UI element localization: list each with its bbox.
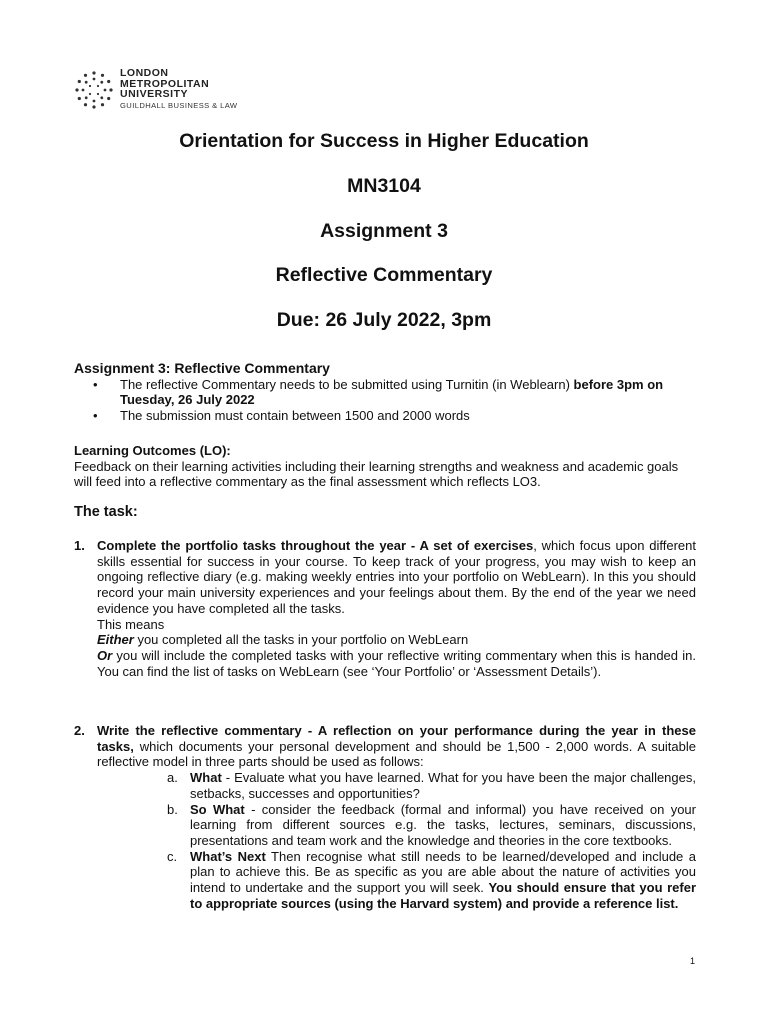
learning-outcomes-body: Feedback on their learning activities including their learning strengths and weakness and academic goals will feed into a reflective commentary as the final assessment which reflects LO3. xyxy=(74,458,679,490)
bullet-item xyxy=(74,408,696,424)
page-number: 1 xyxy=(690,956,696,966)
sub-item-b xyxy=(74,802,696,849)
bullet-item xyxy=(74,377,696,408)
logo-line-1: LONDON xyxy=(120,67,169,79)
bullet-text: The submission must contain between 1500 and 2000 words xyxy=(120,408,470,424)
item-number: 2. xyxy=(74,723,85,738)
task-title: The task: xyxy=(74,504,138,520)
logo-line-4: GUILDHALL BUSINESS & LAW xyxy=(120,100,238,110)
assignment-section-title: Assignment 3: Reflective Commentary xyxy=(74,360,330,376)
bullet-deadline: before 3pm on Tuesday, 26 July 2022 xyxy=(120,376,664,408)
sub-item-text: - Evaluate what you have learned. What for you have been the major challenges, setbacks, successes and opportunities? xyxy=(190,770,696,801)
logo-line-2: METROPOLITAN xyxy=(120,77,210,90)
sub-item-c xyxy=(74,849,696,912)
document-title: Orientation for Success in Higher Education xyxy=(179,130,589,152)
task-item-2 xyxy=(74,723,696,911)
logo-line-3: UNIVERSITY xyxy=(120,88,189,100)
sub-item-label: a. xyxy=(167,770,178,786)
either-text: you completed all the tasks in your portfolio on WebLearn xyxy=(133,632,469,648)
task-item-1 xyxy=(74,538,696,679)
numbered-item xyxy=(74,723,696,770)
item-this-means: This means xyxy=(97,616,165,632)
bullet-marker: • xyxy=(93,376,98,392)
item-either-line xyxy=(97,632,696,648)
sub-item-label: b. xyxy=(167,801,178,817)
learning-outcomes-title: Learning Outcomes (LO): xyxy=(74,443,231,458)
item-heading: Complete the portfolio tasks throughout the year - A set of exercises xyxy=(97,538,534,553)
assignment-subject: Reflective Commentary xyxy=(275,264,493,286)
or-label: Or xyxy=(97,647,113,663)
sub-item-heading: What xyxy=(190,770,222,786)
assignment-section xyxy=(74,361,696,424)
item-number: 1. xyxy=(74,538,85,553)
either-label: Either xyxy=(97,632,134,648)
sub-item-label: c. xyxy=(167,848,178,864)
assignment-number: Assignment 3 xyxy=(320,220,448,242)
sub-item-heading: What’s Next xyxy=(190,848,266,864)
sub-item-heading: So What xyxy=(190,801,245,817)
bullet-marker: • xyxy=(93,408,98,424)
module-code: MN3104 xyxy=(347,175,421,197)
or-text: you will include the completed tasks with your reflective writing commentary when this is handed in. You can find the list of tasks on WebLearn (see ‘Your Portfolio’ or ‘Assessment Details’). xyxy=(97,647,696,679)
logo-dot-mark-icon xyxy=(74,70,114,110)
learning-outcomes-section xyxy=(74,443,696,490)
item-text: which documents your personal development and should be 1,500 - 2,000 words. A suitable reflective model in three parts should be used as follows: xyxy=(97,738,696,770)
sub-item-text: - consider the feedback (formal and informal) you have received on your learning from different sources e.g. the tasks, lectures, seminars, discussions, presentations and team work and the knowledge and theories in the core textbooks. xyxy=(190,801,696,848)
sub-item-emphasis: You should ensure that you refer to appropriate sources (using the Harvard system) and provide a reference list. xyxy=(190,880,697,911)
due-date: Due: 26 July 2022, 3pm xyxy=(276,309,492,331)
university-logo xyxy=(74,68,238,111)
item-or-line xyxy=(97,648,696,679)
logo-wordmark xyxy=(120,68,238,111)
bullet-text: The reflective Commentary needs to be submitted using Turnitin (in Weblearn) xyxy=(120,376,574,392)
item-heading: Write the reflective commentary - A reflection on your performance during the year in these tasks, xyxy=(97,723,696,754)
sub-item-a xyxy=(74,770,696,801)
item-text: , which focus upon different skills essential for success in your course. To keep track of your progress, you may wish to keep an ongoing reflective diary (e.g. making weekly entries into your portfolio on WebLearn). In this you should record your main university experiences and your feelings about them. By the end of the year we need evidence you have completed all the tasks. xyxy=(97,538,697,616)
task-heading xyxy=(74,505,696,521)
sub-item-text: Then recognise what still needs to be learned/developed and include a plan to achieve this. Be as specific as you are able about the nature of activities you intend to undertake and the support you will seek. xyxy=(190,848,696,896)
numbered-item xyxy=(74,538,696,679)
